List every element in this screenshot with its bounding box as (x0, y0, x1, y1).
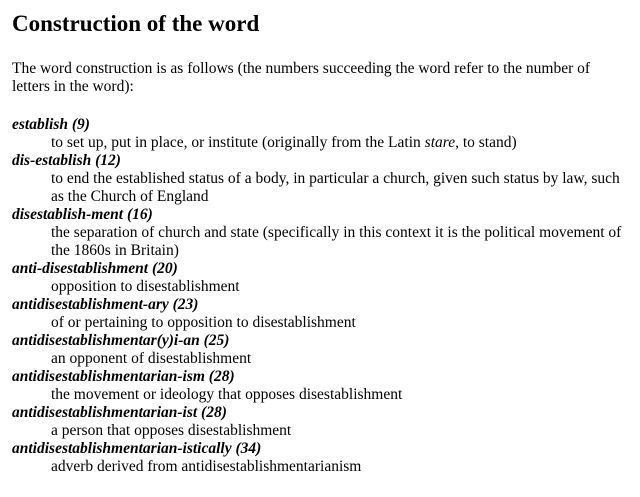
entry-term: disestablish-ment (16) (12, 206, 153, 223)
latin-word: stare (424, 134, 456, 151)
entry-term: anti-disestablishment (20) (12, 260, 178, 277)
entry-term: antidisestablishmentarian-istically (34) (12, 440, 262, 457)
entry-term: antidisestablishment-ary (23) (12, 296, 199, 313)
entry-term: dis-establish (12) (12, 152, 121, 169)
page-title: Construction of the word (12, 11, 260, 36)
definition-text: to set up, put in place, or institute (originally from the Latin (51, 134, 425, 151)
entry-definition: the separation of church and state (specifically in this context it is the political movement of the 1860s in Britain) (51, 224, 622, 259)
entry-term: antidisestablishmentar(y)i-an (25) (12, 332, 230, 349)
entry-term: establish (9) (12, 116, 90, 133)
entry-definition: opposition to disestablishment (51, 278, 240, 295)
entry-definition: to end the established status of a body, in particular a church, given such status by law, such as the Church of England (51, 170, 620, 205)
definition-text: , to stand) (455, 134, 517, 151)
entry-definition: an opponent of disestablishment (51, 350, 252, 367)
entry-definition (51, 134, 636, 152)
entry-definition: the movement or ideology that opposes disestablishment (51, 386, 403, 403)
intro-paragraph: The word construction is as follows (the numbers succeeding the word refer to the number of letters in the word): (12, 60, 591, 95)
entry-term: antidisestablishmentarian-ist (28) (12, 404, 227, 421)
word-construction-list (12, 116, 640, 476)
entry-definition: of or pertaining to opposition to disestablishment (51, 314, 356, 331)
entry-term: antidisestablishmentarian-ism (28) (12, 368, 235, 385)
entry-definition: a person that opposes disestablishment (51, 422, 292, 439)
entry-definition: adverb derived from antidisestablishmentarianism (51, 458, 362, 475)
